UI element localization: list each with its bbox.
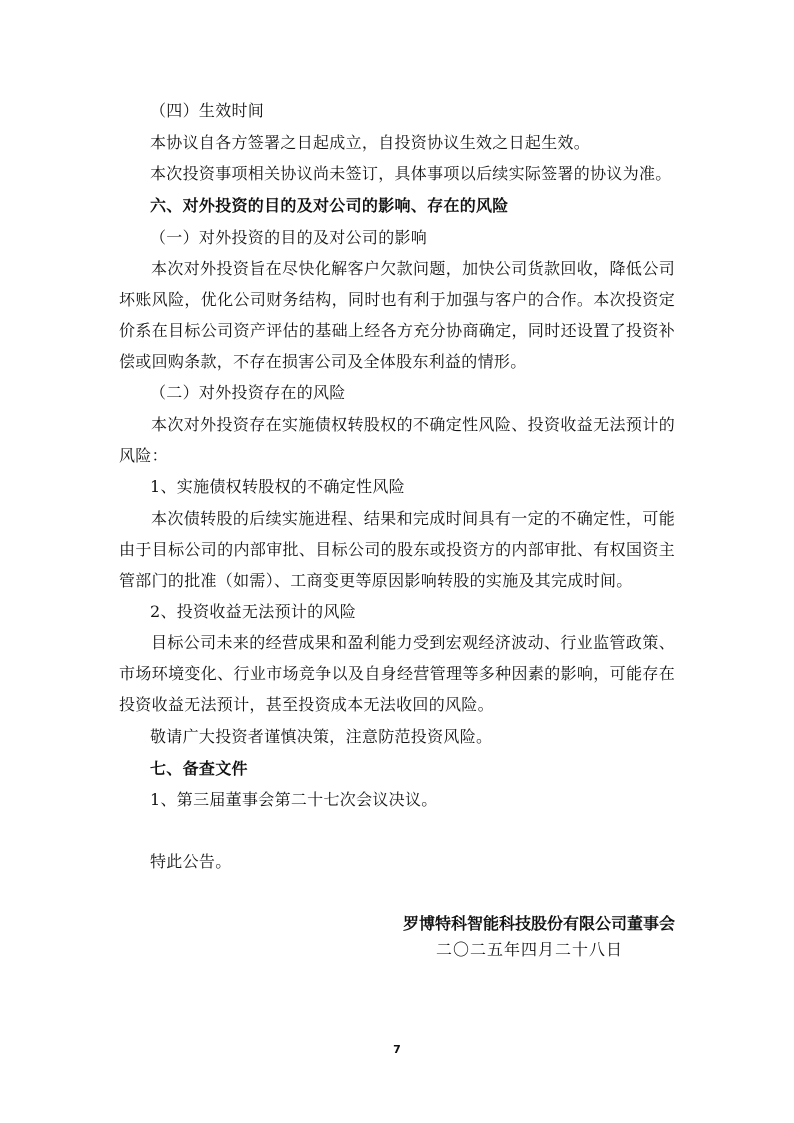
signature-organization: 罗博特科智能科技股份有限公司董事会 xyxy=(403,914,676,933)
reference-document-item: 1、第三届董事会第二十七次会议决议。 xyxy=(150,790,438,809)
section-4-heading: （四）生效时间 xyxy=(150,101,265,120)
risk-2-heading: 2、投资收益无法预计的风险 xyxy=(150,602,357,621)
risk-1-heading: 1、实施债权转股权的不确定性风险 xyxy=(150,477,405,496)
paragraph-risk-2: 目标公司未来的经营成果和盈利能力受到宏观经济波动、行业监管政策、市场环境变化、行业市场竞争以及自身经营管理等多种因素的影响，可能存在投资收益无法预计，甚至投资成本无法收回的风险。 xyxy=(119,633,675,714)
paragraph-agreement-status: 本次投资事项相关协议尚未签订，具体事项以后续实际签署的协议为准。 xyxy=(150,164,672,183)
paragraph-caution: 敬请广大投资者谨慎决策，注意防范投资风险。 xyxy=(150,727,493,746)
subsection-6-2-heading: （二）对外投资存在的风险 xyxy=(150,383,346,402)
subsection-6-1-heading: （一）对外投资的目的及对公司的影响 xyxy=(150,228,428,247)
paragraph-effective-clause: 本协议自各方签署之日起成立，自投资协议生效之日起生效。 xyxy=(150,133,591,152)
announcement-closing: 特此公告。 xyxy=(150,852,232,871)
signature-date: 二〇二五年四月二十八日 xyxy=(436,940,624,959)
page-number: 7 xyxy=(393,1043,401,1056)
section-6-heading: 六、对外投资的目的及对公司的影响、存在的风险 xyxy=(150,196,509,215)
paragraph-investment-purpose: 本次对外投资旨在尽快化解客户欠款问题，加快公司货款回收，降低公司坏账风险，优化公司财务结构，同时也有利于加强与客户的合作。本次投资定价系在目标公司资产评估的基础上经各方充分协商确定，同时还设置了投资补偿或回购条款，不存在损害公司及全体股东利益的情形。 xyxy=(119,259,675,371)
paragraph-risk-1: 本次债转股的后续实施进程、结果和完成时间具有一定的不确定性，可能由于目标公司的内部审批、目标公司的股东或投资方的内部审批、有权国资主管部门的批准（如需）、工商变更等原因影响转股的实施及其完成时间。 xyxy=(119,509,675,590)
section-7-heading: 七、备查文件 xyxy=(150,759,248,778)
paragraph-investment-risks: 本次对外投资存在实施债权转股权的不确定性风险、投资收益无法预计的风险： xyxy=(119,415,675,465)
